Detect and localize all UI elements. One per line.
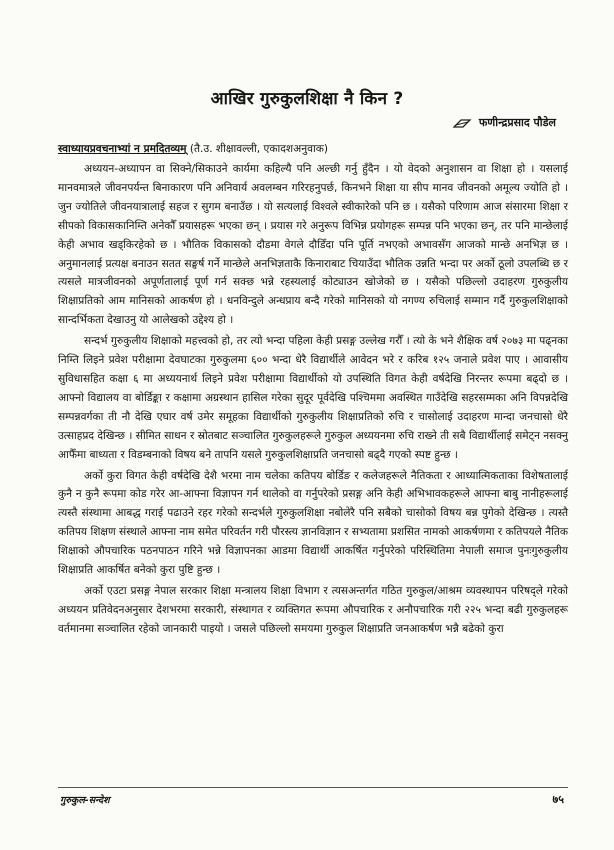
footer-divider: [58, 787, 568, 788]
article-title: आखिर गुरुकुलशिक्षा नै किन ?: [210, 89, 404, 109]
epigraph: [58, 140, 568, 158]
publication-name: गुरुकुल-सन्देश: [60, 795, 110, 806]
page-number: ७५: [552, 793, 564, 806]
epigraph-verse: स्वाध्यायप्रवचनाभ्यां न प्रमदितव्यम्: [58, 143, 187, 155]
paragraph: अर्को कुरा विगत केही वर्षदेखि देशै भरमा नाम चलेका कतिपय बोर्डिङ र कलेजहरूले नैतिकता र आध्यात्मिकताका विशेषतालाई कुनै न कुनै रूपमा कोड गरेर आ-आफ्ना विज्ञापन गर्न थालेको वा गर्नुपरेको प्रसङ्ग अनि केही अभिभावकहरूले आफ्ना बाबु नानीहरूलाई त्यस्तै संस्थामा आबद्ध गराई पढाउने रहर गरेको सन्दर्भले गुरुकुलशिक्षा नबोलेरै पनि सबैको चासोको विषय बन्न पुगेको देखिन्छ । त्यस्तै कतिपय शिक्षण संस्थाले आफ्ना नाम समेत परिवर्तन गरी पौरस्त्य ज्ञानविज्ञान र सभ्यतामा प्रशसित नामको आकर्षणमा र कतिपयले नैतिक शिक्षाको औपचारिक पठनपाठन गरिने भन्ने विज्ञापनका आडमा विद्यार्थी आकर्षित गर्नुपरेको परिस्थितिमा नेपाली समाज पुनःगुरुकुलीय शिक्षाप्रति आकर्षित बनेको कुरा पुष्टि हुन्छ ।: [58, 469, 568, 577]
article-body: [58, 160, 568, 641]
paragraph: अर्को एउटा प्रसङ्ग नेपाल सरकार शिक्षा मन्त्रालय शिक्षा विभाग र त्यसअन्तर्गत गठित गुरुकुल/आश्रम व्यवस्थापन परिषद्ले गरेको अध्ययन प्रतिवेदनअनुसार देशभरमा सरकारी, संस्थागत र व्यक्तिगत रूपमा औपचारिक र अनौपचारिक गरी २२५ भन्दा बढी गुरुकुलहरू वर्तमानमा सञ्चालित रहेको जानकारी पाइयो । जसले पछिल्लो समयमा गुरुकुल शिक्षाप्रति जनआकर्षण भन्नै बढेको कुरा: [58, 584, 568, 635]
paragraph: सन्दर्भ गुरुकुलीय शिक्षाको महत्त्वको हो, तर त्यो भन्दा पहिला केही प्रसङ्ग उल्लेख गरौँ । त्यो के भने शैक्षिक वर्ष २०७३ मा पढ्नका निम्ति लिइने प्रवेश परीक्षामा देवघाटका गुरुकुलमा ६०० भन्दा धेरै विद्यार्थीले आवेदन भरे र करिब १२५ जनाले प्रवेश पाए । आवासीय सुविधासहित कक्षा ६ मा अध्ययनार्थ लिइने प्रवेश परीक्षामा विद्यार्थीको यो उपस्थिति विगत केही वर्षदेखि निरन्तर रूपमा बढ्दो छ । आफ्नो विद्यालय वा बोर्डिङ्का र कक्षामा अग्रस्थान हासिल गरेका सुदूर पूर्वदेखि पश्चिममा अवस्थित गाउँदेखि सहरसम्मका अनि विपन्नदेखि सम्पन्नवर्गका ती नौ देखि एघार वर्ष उमेर समूहका विद्यार्थीको गुरुकुलीय शिक्षाप्रतिको रुचि र चासोलाई उदाहरण मान्दा जनचासो धेरै उत्साहप्रद देखिन्छ । सीमित साधन र स्रोतबाट सञ्चालित गुरुकुलहरूले गुरुकुल अध्ययनमा रुचि राख्ने ती सबै विद्यार्थीलाई समेट्न नसक्नु आफैँमा बाध्यता र विडम्बनाको विषय बने तापनि यसले गुरुकुलशिक्षाप्रति जनचासो बढ्दै गएको स्पष्ट हुन्छ ।: [58, 335, 568, 461]
paragraph: अध्ययन-अध्यापन वा सिक्ने/सिकाउने कार्यमा कहिल्यै पनि अल्छी गर्नु हुँदैन । यो वेदको अनुशासन वा शिक्षा हो । यसलाई मानवमात्रले जीवनपर्यन्त बिनाकारण पनि अनिवार्य अवलम्बन गरिरहनुपर्छ, किनभने शिक्षा या सीप मानव जीवनको अमूल्य ज्योति हो । जुन ज्योतिले जीवनयात्रालाई सहज र सुगम बनाउँछ । यो सत्यलाई विश्वले स्वीकारेको पनि छ । यसैको परिणाम आज संसारमा शिक्षा र सीपको विकासकानिम्ति अनेकौँ प्रयासहरू भएका छन् । प्रयास गरे अनुरूप विभिन्न प्रयोगहरू सम्पन्न पनि भएका छन्, तर पनि मान्छेलाई केही अभाव खड्किरहेको छ । भौतिक विकासको दौडमा वेगले दौडिँदा पनि पूर्ति नभएको अभावसँग आजको मान्छे अनभिज्ञ छ । अनुमानलाई प्रत्यक्ष बनाउन सतत सङ्घर्ष गर्ने मान्छेले अनभिज्ञताकै किनाराबाट चियाउँदा भौतिक उन्नति भन्दा पर अर्को ठूलो उपलब्धि छ र त्यसले मात्रजीवनको अपूर्णतालाई पूर्ण गर्न सक्छ भन्ने रहस्यलाई कोट्याउन खोजेको छ । यसैको पछिल्लो उदाहरण गुरुकुलीय शिक्षाप्रतिको आम मानिसको आकर्षण हो । धनविन्दुले अन्धप्राय बन्दै गरेको मानिसको यो नगण्य रुचिलाई सम्मान गर्दै गुरुकुलशिक्षाको सान्दर्भिकता देखाउनु यो आलेखको उद्देश्य हो ।: [58, 163, 568, 327]
author-name: फणीन्द्रप्रसाद पौडेल: [478, 116, 556, 129]
epigraph-source: (तै.उ. शीक्षावल्ली, एकादशअनुवाक): [189, 143, 328, 155]
pen-icon: [453, 117, 473, 129]
author-line: [453, 115, 556, 130]
